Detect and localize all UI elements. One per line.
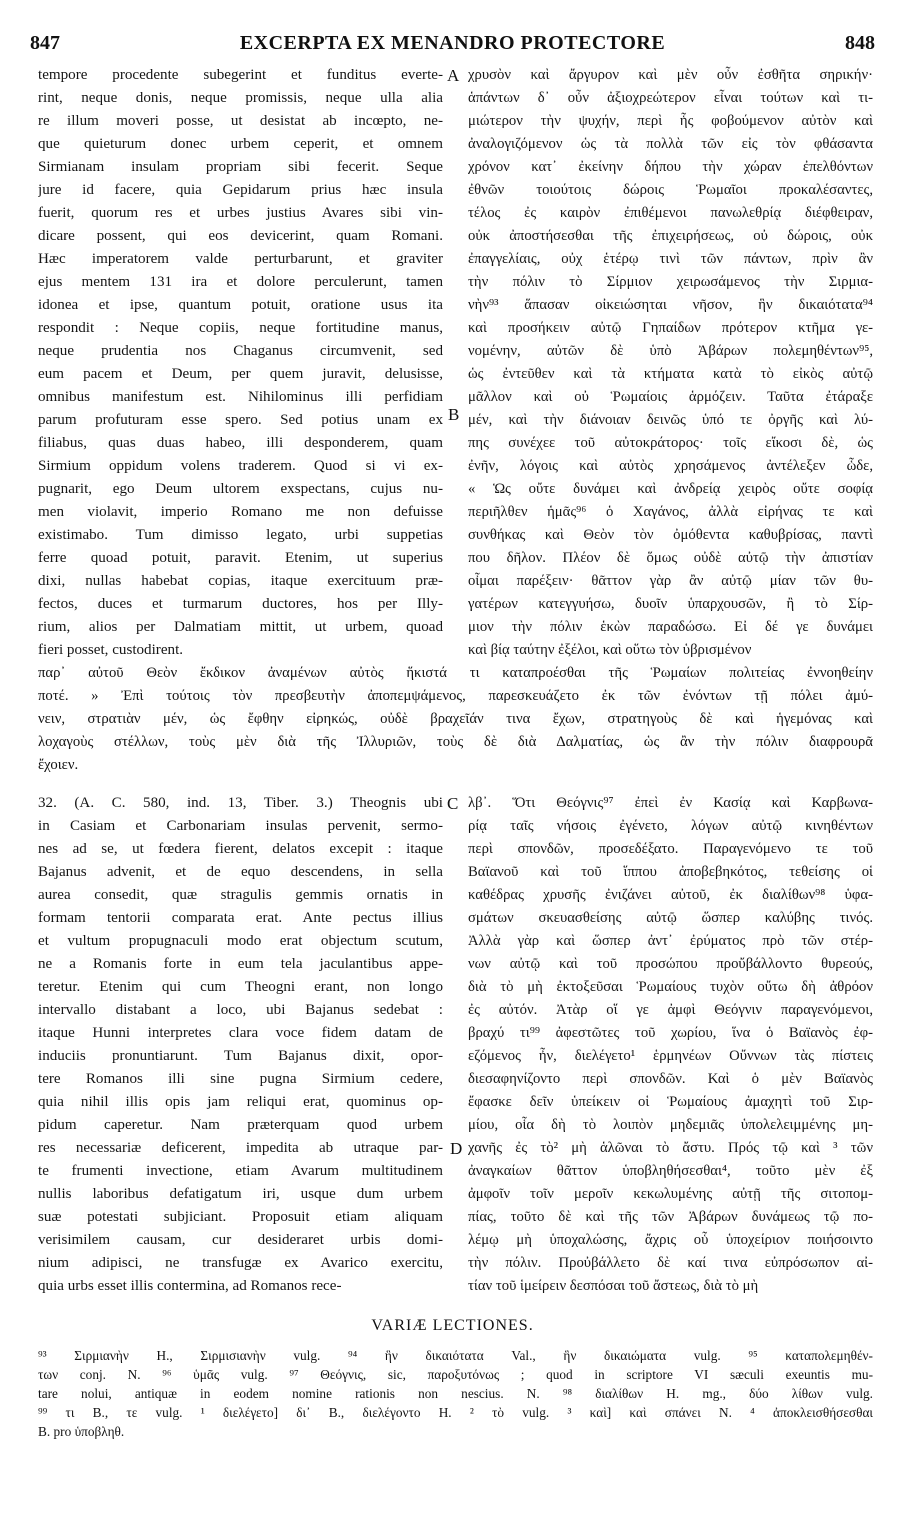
text-line: μίου, οἷα δὴ τὸ λοιπὸν μηδεμιᾶς ὑπολελειμμένης μη- bbox=[468, 1117, 873, 1133]
text-line: μιώτερον τὴν ψυχήν, περὶ ἧς φοβούμενον αὐτὸν καὶ bbox=[468, 113, 873, 129]
text-line: formam tentorii comparata erat. Ante pectus illius bbox=[38, 910, 443, 926]
text-line: aurea consedit, quæ stragulis gemmis ornatis in bbox=[38, 887, 443, 903]
footnote-line: tare nolui, antiquæ in eodem nomine rationis non nescius. N. ⁹⁸ διαλίθων H. mg., δύο λίθων vulg. bbox=[38, 1386, 873, 1401]
section-marker-c: C bbox=[447, 794, 459, 813]
text-line: suæ potestati subjiciant. Proposuit etiam aliquam bbox=[38, 1209, 443, 1225]
text-line: res necessariæ deficerent, impedita ab utraque par- bbox=[38, 1140, 443, 1156]
text-line: λοχαγοὺς στέλλων, τοὺς μὲν διὰ τῆς Ἰλλυριῶν, τοὺς δὲ διὰ Δαλματίας, ὡς ἂν τὴν πόλιν διαφρουρᾶ bbox=[38, 734, 873, 750]
text-line: dixi, nullas habebat copias, itaque exercituum præ- bbox=[38, 573, 443, 589]
text-line: διεσαφηνίζοντο περὶ σπονδῶν. Καὶ ὁ μὲν Βαϊανὸς bbox=[468, 1071, 873, 1087]
text-line: νων αὐτῷ καὶ τοῦ προσώπου προὔβάλλοντο θυρεούς, bbox=[468, 956, 873, 972]
text-line: διὰ τὸ μὴ ἐκτοξεῦσαι Ῥωμαίους τυχὸν οὔτω δὴ ἀθρόον bbox=[468, 979, 873, 995]
text-line: ἔχοιεν. bbox=[38, 757, 79, 773]
text-line: καὶ προσήκειν αὐτῷ Γηπαίδων πρότερον κτῆμα γε- bbox=[468, 320, 873, 336]
text-line: συνθήκας καὶ Θεὸν τὸν ὀμόθεντα καθυβρίσας, παντὶ bbox=[468, 527, 873, 543]
text-line: ἀναλογιζόμενον ὡς τὰ πολλὰ τῶν εἰς τὸν φθάσαντα bbox=[468, 136, 873, 152]
text-line: pugnarit, ego Deum ultorem exspectans, cujus nu- bbox=[38, 481, 443, 497]
text-line: rium, alios per Dalmatiam mittit, ut urbem, quoad bbox=[38, 619, 443, 635]
text-line: Bajanus advenit, et de equo descendens, in sella bbox=[38, 864, 443, 880]
text-line: nes ad se, ut fœdera fierent, delatos excepit : itaque bbox=[38, 841, 443, 857]
text-line: nium adipisci, ne transfugæ ex Avarico exercitu, bbox=[38, 1255, 443, 1271]
text-line: πίας, τοῦτο δὲ καὶ τῆς τῶν Ἀβάρων δυνάμεως τῷ πο- bbox=[468, 1209, 873, 1225]
text-line: λβ᾽. Ὅτι Θεόγνις⁹⁷ ἐπεὶ ἐν Κασίᾳ καὶ Καρβωνα- bbox=[468, 795, 873, 811]
text-line: μέν, καὶ τὴν διάνοιαν δεινῶς ὑπό τε ὀργῆς καὶ λύ- bbox=[468, 412, 873, 428]
page-number-right: 848 bbox=[845, 32, 875, 54]
footnote-line: ⁹⁹ τι B., τε vulg. ¹ διελέγετο] δι᾽ B., διελέγοντο H. ² τὸ vulg. ³ καὶ] καὶ σπάνει N. ⁴ ἀποκλεισθήσεσθαι bbox=[38, 1405, 873, 1420]
text-line: καθέδρας χρυσῆς ἐνιζάνει αὐτοῦ, ἐκ διαλίθων⁹⁸ ὑφα- bbox=[468, 887, 873, 903]
text-line: Sirmianam insulam propriam sibi fecerit. Seque bbox=[38, 159, 443, 175]
text-line: fieri posset, custodirent. bbox=[38, 642, 184, 658]
greek-column-top bbox=[468, 64, 873, 662]
text-line: quia urbs esset illis contermina, ad Romanos rece- bbox=[38, 1278, 342, 1294]
latin-column-top bbox=[38, 64, 443, 662]
text-line: et vultum propugnaculi modo erat objectum scutum, bbox=[38, 933, 443, 949]
text-line: ἐθνῶν τοιούτοις δώροις Ῥωμαῖοι προκαλέσαντες, bbox=[468, 182, 873, 198]
text-line: ἐνῆν, λόγοις καὶ αὐτὸς χρησάμενος ἀντέλεξεν ὧδε, bbox=[468, 458, 873, 474]
text-line: rint, neque donis, neque promissis, neque ulla alia bbox=[38, 90, 443, 106]
text-line: nullis laboribus defatigatum iri, usque dum urbem bbox=[38, 1186, 443, 1202]
footnote-line: των conj. N. ⁹⁶ ὑμᾶς vulg. ⁹⁷ Θεόγνις, sic, παροξυτόνως ; quod in scriptore VI sæculi exeuntis mu- bbox=[38, 1367, 873, 1382]
text-line: τὴν πόλιν. Προὐβάλλετο δὲ καί τινα εὐπρόσωπον αἰ- bbox=[468, 1255, 873, 1271]
text-line: μᾶλλον καὶ οὐ Ῥωμαίοις ἁρμόζειν. Ταῦτα ἐτάραξε bbox=[468, 389, 873, 405]
text-line: verisimilem causam, cur desideraret urbis domi- bbox=[38, 1232, 443, 1248]
text-line: περιῆλθεν ἡμᾶς⁹⁶ ὁ Χαγάνος, ἀλλὰ εἰρήνας τε καὶ bbox=[468, 504, 873, 520]
text-line: ἐπαγγελίαις, οὐχ ἑτέρῳ τινὶ τῶν πάντων, πρὶν ἂν bbox=[468, 251, 873, 267]
text-line: 32. (A. C. 580, ind. 13, Tiber. 3.) Theognis ubi bbox=[38, 795, 443, 811]
page-number-left: 847 bbox=[30, 32, 60, 54]
text-line: neque prudentia nos Chaganus circumvenit, sed bbox=[38, 343, 443, 359]
text-line: teretur. Etenim qui cum Theogni erant, non longo bbox=[38, 979, 443, 995]
text-line: in Casiam et Carbonariam insulas pervenit, sermo- bbox=[38, 818, 443, 834]
text-line: ἀναγκαίων θᾶττον ὑποβληθήσεσθαι⁴, τοῦτο μὲν ἐξ bbox=[468, 1163, 873, 1179]
text-line: ποτέ. » Ἐπὶ τούτοις τὸν πρεσβευτὴν ἀποπεμψάμενος, παρεσκευάζετο ἐκ τῶν ἐνόντων τῇ πόλει ἀμύ- bbox=[38, 688, 873, 704]
greek-full-width-paragraph bbox=[38, 662, 873, 777]
text-line: eum pacem et Deum, per quem juravit, delusisse, bbox=[38, 366, 443, 382]
text-line: ὡς ἐντεῦθεν καὶ τὰ κτήματα κατὰ τὸ εἰκὸς αὐτῷ bbox=[468, 366, 873, 382]
text-line: τὴν πόλιν τὸ Σίρμιον χειρωσάμενος τὴν Σιρμια- bbox=[468, 274, 873, 290]
text-line: τέλος ἐς καιρὸν ἐπιθέμενοι πανωλεθρίᾳ διέφθειραν, bbox=[468, 205, 873, 221]
text-line: idonea et ipse, quantum potuit, oratione usus ita bbox=[38, 297, 443, 313]
text-line: te frumenti invectione, etiam Avarum multitudinem bbox=[38, 1163, 443, 1179]
text-line: που δῆλον. Πλέον δὲ ὅμως οὐδὲ αὐτῷ τὴν ἀπιστίαν bbox=[468, 550, 873, 566]
section-marker-d: D bbox=[450, 1139, 463, 1158]
text-line: intervallo distabant a loco, ubi Bajanus sedebat : bbox=[38, 1002, 443, 1018]
text-line: χανῆς ἐς τὸ² μὴ ἁλῶναι τὸ ἄστυ. Πρός τῷ καὶ ³ τῶν bbox=[468, 1140, 873, 1156]
text-line: οἶμαι παρέξειν· θᾶττον γὰρ ἂν αὐτῷ μίαν τῶν θυ- bbox=[468, 573, 873, 589]
text-line: fuerit, quorum res et urbes justius Avares sibi vin- bbox=[38, 205, 443, 221]
text-line: tere Romanos illi sine pugna Sirmium cedere, bbox=[38, 1071, 443, 1087]
text-line: παρ᾽ αὐτοῦ Θεὸν ἔκδικον ἀναμένων αὐτὸς ἥκιστά τι καταπροέσθαι τῆς Ῥωμαίων πολιτείας ἐννοηθείην bbox=[38, 665, 873, 681]
text-line: περὶ σπονδῶν, προσεδέξατο. Παραγενόμενο τε τοῦ bbox=[468, 841, 873, 857]
section-marker-b: B bbox=[448, 405, 460, 424]
text-line: Hæc imperatorem valde perturbarunt, et graviter bbox=[38, 251, 443, 267]
text-line: ρίᾳ ταῖς νήσοις ἐγένετο, λόγων αὐτῷ κινηθέντων bbox=[468, 818, 873, 834]
text-line: νὴν⁹³ ἅπασαν οἰκειώσηται νῆσον, ἣν δικαιότατα⁹⁴ bbox=[468, 297, 873, 313]
text-line: filiabus, quas duas habeo, illi desponderem, quam bbox=[38, 435, 443, 451]
text-line: πης συνέχεε τοῦ αὐτοκράτορος· τοῖς εἴκοσι δὲ, ὡς bbox=[468, 435, 873, 451]
text-line: ἐς αὐτόν. Ἀτὰρ οἵ γε ἀμφὶ Θεόγνιν παραγενόμενοι, bbox=[468, 1002, 873, 1018]
text-line: καὶ βίᾳ ταύτην ἐξέλοι, καὶ οὕτω τὸν ὑβρισμένον bbox=[468, 642, 752, 658]
text-line: dicare possent, qui eos devicerint, quam Romani. bbox=[38, 228, 443, 244]
text-line: ejus mentem 131 ira et dolore perculerunt, tamen bbox=[38, 274, 443, 290]
text-line: εζόμενος ἦν, διελέγετο¹ ἑρμηνέων Οὔννων τὰς πίστεις bbox=[468, 1048, 873, 1064]
variae-lectiones-notes bbox=[38, 1346, 873, 1441]
text-line: σμάτων σκευασθείσης αὐτῷ ὥσπερ καλύβης τινός. bbox=[468, 910, 873, 926]
text-line: λέμῳ μὴ ὑποχαλώσης, ἄχρις οὗ ὑποχείριον ποιήσοιντο bbox=[468, 1232, 873, 1248]
text-line: Sirmium oppidum volens traderem. Quod si vi ex- bbox=[38, 458, 443, 474]
text-line: pidum caperetur. Nam præterquam quod urbem bbox=[38, 1117, 443, 1133]
latin-column-bottom bbox=[38, 792, 443, 1298]
footnote-line: B. pro ὑποβληθ. bbox=[38, 1424, 125, 1439]
page-header bbox=[30, 32, 875, 62]
text-line: χρόνον κατ᾽ ἐκείνην δήπου τὴν χώραν ἐπελθόντων bbox=[468, 159, 873, 175]
text-line: respondit : Neque copiis, neque fortitudine manus, bbox=[38, 320, 443, 336]
text-line: que quieturum donec urbem ceperit, et omnem bbox=[38, 136, 443, 152]
section-marker-a: A bbox=[447, 66, 460, 85]
text-line: νειν, στρατιὰν μέν, ὡς ἔφθην εἰρηκώς, οὐδὲ βραχεῖάν τινα ἔχων, στρατηγοὺς δὲ καὶ ἡγεμόνας καὶ bbox=[38, 711, 873, 727]
text-line: tempore procedente subegerint et funditus everte- bbox=[38, 67, 443, 83]
text-line: βραχύ τι⁹⁹ ἀφεστῶτες τοῦ χωρίου, ἵνα ὁ Βαϊανὸς ἐφ- bbox=[468, 1025, 873, 1041]
running-title: EXCERPTA EX MENANDRO PROTECTORE bbox=[239, 32, 666, 54]
text-line: induciis pronuntiarunt. Tum Bajanus dixit, opor- bbox=[38, 1048, 443, 1064]
text-line: οὐκ ἀποστήσεσθαι τῆς ἐπιχειρήσεως, οὐ δώροις, οὐκ bbox=[468, 228, 873, 244]
text-line: itaque Hunni interpretes clara voce fidem datam de bbox=[38, 1025, 443, 1041]
text-line: ferre quoad potuit, paravit. Etenim, ut superius bbox=[38, 550, 443, 566]
text-line: ἁπάντων δ᾽ οὖν ἀξιοχρεώτερον εἶναι τούτων καὶ τι- bbox=[468, 90, 873, 106]
variae-lectiones-title: VARIÆ LECTIONES. bbox=[371, 1317, 534, 1334]
text-line: men violavit, imperio Romano me non defuisse bbox=[38, 504, 443, 520]
text-line: parum profuturam esse spero. Sed potius unam ex bbox=[38, 412, 443, 428]
footnote-line: ⁹³ Σιρμιανὴν H., Σιρμισιανὴν vulg. ⁹⁴ ἣν δικαιότατα Val., ἣν δικαιώματα vulg. ⁹⁵ καταπολεμηθέν- bbox=[38, 1348, 873, 1363]
text-line: τίαν τοῦ ἱμείρειν δεσπόσαι τοῦ ἄστεως, διὰ τὸ μὴ bbox=[468, 1278, 759, 1294]
text-line: γατέρων κατεγγυήσω, δυοῖν ὑπαρχουσῶν, ἢ τὸ Σίρ- bbox=[468, 596, 873, 612]
text-line: Βαϊανοῦ καὶ τοῦ ἵππου ἀποβεβηκότος, τεθείσης οἱ bbox=[468, 864, 873, 880]
text-line: ἀμφοῖν τοῖν μεροῖν κεκωλυμένης αὐτῇ τῆς σιτοπομ- bbox=[468, 1186, 873, 1202]
text-line: existimabo. Tum dimisso legato, urbi suppetias bbox=[38, 527, 443, 543]
text-line: χρυσὸν καὶ ἄργυρον καὶ μὲν οὖν ἐσθῆτα σηρικήν· bbox=[468, 67, 873, 83]
text-line: omnibus manifestum est. Nihilominus illi perfidiam bbox=[38, 389, 443, 405]
text-line: Ἀλλὰ γὰρ καὶ ὥσπερ ἀντ᾽ ἐρύματος πρὸ τῶν στέρ- bbox=[468, 933, 873, 949]
text-line: re illum moveri posse, ut desistat ab incœpto, ne- bbox=[38, 113, 443, 129]
text-line: ne a Romanis forte in eum tela jaculantibus appe- bbox=[38, 956, 443, 972]
text-line: μιον τὴν πόλιν ἑκὼν παραδώσω. Εἰ δέ γε δυνάμει bbox=[468, 619, 873, 635]
text-line: fectos, duces et turmarum ductores, hos per Illy- bbox=[38, 596, 443, 612]
text-line: νομένην, αὐτῶν δὲ ὑπὸ Ἀβάρων πολεμηθέντων⁹⁵, bbox=[468, 343, 873, 359]
text-line: jure id facere, quia Gepidarum prius hæc insula bbox=[38, 182, 443, 198]
text-line: ἔφασκε δεῖν ὑπείκειν οἱ Ῥωμαίους ἀμαχητὶ τοῦ Σιρ- bbox=[468, 1094, 873, 1110]
greek-column-bottom bbox=[468, 792, 873, 1298]
text-line: quia nihil illis opis jam reliqui erat, quominus op- bbox=[38, 1094, 443, 1110]
text-line: « Ὡς οὔτε δυνάμει καὶ ἀνδρείᾳ χειρὸς οὔτε σοφίᾳ bbox=[468, 481, 873, 497]
